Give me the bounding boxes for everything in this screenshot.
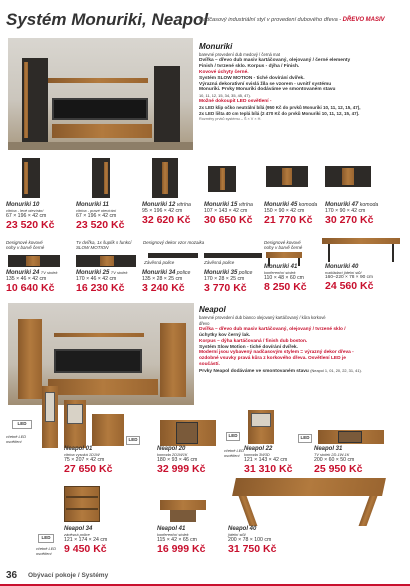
info-line: Moderní jsou vybavený nadčasovým stylem = výrazný dekor dřeva -: [199, 350, 354, 356]
led-badge: LED: [298, 434, 312, 443]
led-note: včetně LED osvětlení: [36, 546, 57, 557]
glass-door: [45, 392, 55, 422]
info-line: Dvířka – dřevo dub masiv kartáčovaný, olejovaný / černé elementy: [199, 57, 351, 63]
led-badge: LED: [226, 432, 240, 441]
price: 30 270 Kč: [325, 214, 374, 226]
info-line: Možné dokoupit LED osvětlení -: [199, 99, 272, 105]
price: 16 230 Kč: [76, 282, 125, 294]
info-line: Finish / tvrzené sklo. Korpus - dýha / Finish.: [199, 63, 300, 69]
wood-panel: [220, 168, 225, 190]
monuriki-description: [199, 42, 404, 123]
monuriki-40-image: [322, 238, 400, 244]
product-neapol-41[interactable]: Neapol 41 konferenční stolek 115 × 42 × 65 cm 16 999 Kč: [157, 526, 206, 556]
table-leg: [328, 244, 330, 262]
caption-mosaic: Designový dekor vzor mozaika: [143, 240, 205, 245]
product-monuriki-35[interactable]: Monuriki 35 police 170 × 28 × 25 cm 3 770 Kč: [204, 270, 253, 294]
neapol-heading: Neapol: [199, 305, 226, 314]
info-line: 2x LED klip očko neutrální bílá (950 Kč do prvků Monuriki 10, 11, 12, 15, 47),: [199, 105, 361, 111]
info-line: Prvky Neapol dodáváme ve smontovaném stavu (Neapol 1, 01, 20, 22, 31, 41).: [199, 368, 362, 375]
shelf-line: [66, 496, 98, 498]
glass-door: [67, 404, 83, 424]
info-line: barevné provedení dub bianco olejovaný kartáčovaný / kůra korkové: [199, 315, 326, 320]
wood-panel: [342, 168, 354, 185]
info-line: Rozměry prvků systému – Š × V × H.: [199, 116, 262, 121]
product-neapol-01[interactable]: Neapol 01 vitrína vysoká 1D1W 75 × 207 × 42 cm 27 650 Kč: [64, 446, 113, 476]
product-neapol-40[interactable]: Neapol 40 jídelní stůl 200 × 78 × 100 cm 31 750 Kč: [228, 526, 277, 556]
caption-metal-legs: Designové kovové nohy v barvě černé: [6, 240, 45, 251]
page-title: Systém Monuriki, Neapol: [6, 10, 209, 29]
info-line: Korpus – dýha kartáčovaná / finish dub boston.: [199, 338, 308, 344]
monuriki-heading: Monuriki: [199, 42, 233, 51]
product-monuriki-45[interactable]: Monuriki 45 komoda 150 × 90 × 42 cm 21 770 Kč: [264, 202, 318, 226]
monuriki-35-image: [204, 253, 262, 258]
info-line: Monuriki. Prvky Monuriki dodáváme ve smontovaném stavu: [199, 87, 336, 93]
wood-panel: [100, 256, 114, 266]
product-neapol-20[interactable]: Neapol 20 komoda 2D1W1K 180 × 93 × 46 cm 32 999 Kč: [157, 446, 206, 476]
info-line: Systém Slow Motion - tiché dovírání dvířek.: [199, 344, 298, 350]
info-line: dřevo: [199, 320, 210, 326]
page-subtitle: Nadčasový industriální styl v provedení dubového dřeva - DŘEVO MASIV: [199, 17, 385, 23]
price: 24 560 Kč: [325, 280, 374, 293]
info-line: Kovové úchyty černé.: [199, 69, 249, 75]
price: 32 999 Kč: [157, 463, 206, 476]
price: 31 310 Kč: [244, 463, 293, 476]
page-number: 36: [6, 570, 18, 581]
monuriki-41-image: [266, 252, 302, 258]
product-monuriki-40[interactable]: Monuriki 40 rozkládací jídelní stůl 160–220 × 78 × 90 cm 24 560 Kč: [325, 264, 374, 293]
glass-door: [251, 413, 271, 427]
wood-panel: [104, 162, 108, 194]
price: 23 520 Kč: [6, 219, 55, 232]
neapol-01-image-c: [92, 414, 124, 446]
table-leg: [239, 496, 258, 526]
cork-panel: [176, 422, 198, 444]
product-monuriki-47[interactable]: Monuriki 47 komoda 170 × 90 × 42 cm 30 270 Kč: [325, 202, 379, 226]
product-neapol-31[interactable]: Neapol 31 TV stolek 2D-1W-1K 200 × 60 × 50 cm 25 950 Kč: [314, 446, 363, 476]
product-monuriki-34[interactable]: Monuriki 34 police 135 × 28 × 25 cm 3 240 Kč: [142, 270, 191, 294]
table-leg: [392, 244, 394, 262]
price: 27 650 Kč: [64, 463, 113, 476]
caption-metal-legs-2: Designové kovové nohy v barvě černé: [264, 240, 303, 251]
info-line: Výrazná dekorativní svislá žíla se vzorem - uvnitř systému: [199, 81, 332, 87]
led-badge: LED: [38, 534, 54, 543]
neapol-room-photo: [8, 303, 194, 405]
product-monuriki-15[interactable]: Monuriki 15 vitrína 107 × 143 × 42 cm 30 650 Kč: [204, 202, 253, 226]
cork-panel: [170, 510, 196, 522]
info-line: úchytky kov černý lak.: [199, 332, 251, 338]
neapol-41-image: [160, 500, 206, 510]
product-monuriki-25[interactable]: Monuriki 25 TV stolek 170 × 46 × 42 cm 16 230 Kč: [76, 270, 128, 294]
price: 3 240 Kč: [142, 282, 185, 294]
section-label: Obývací pokoje / Systémy: [28, 572, 109, 579]
price: 10 640 Kč: [6, 282, 55, 294]
neapol-description: [199, 305, 404, 375]
caption-shelf-1: Závěsná police: [144, 260, 175, 265]
product-monuriki-24[interactable]: Monuriki 24 TV stolek 135 × 46 × 42 cm 10 640 Kč: [6, 270, 58, 294]
product-neapol-22[interactable]: Neapol 22 komoda 3W3D 121 × 143 × 42 cm 31 310 Kč: [244, 446, 293, 476]
product-monuriki-41[interactable]: Monuriki 41 konferenční stolek 110 × 48 × 60 cm 8 250 Kč: [264, 264, 307, 294]
price: 9 450 Kč: [64, 543, 107, 556]
led-note: včetně LED osvětlení: [6, 434, 27, 445]
caption-tv-doors: Tv dvířka, 1x šuplík s funkcí SLOW MOTION: [76, 240, 132, 251]
price: 31 750 Kč: [228, 543, 277, 556]
price: 30 650 Kč: [204, 214, 253, 226]
led-badge: LED: [126, 436, 140, 445]
neapol-34-image: [64, 486, 100, 522]
led-note: včetně LED osvětlení: [224, 448, 245, 459]
price: 8 250 Kč: [264, 281, 307, 294]
wood-panel: [24, 162, 28, 194]
product-monuriki-11[interactable]: Monuriki 11 vitrína - pravé otevírání 67 × 196 × 42 cm 23 520 Kč: [76, 202, 125, 232]
table-leg: [359, 496, 378, 526]
cork-panel: [338, 431, 362, 443]
wood-panel: [282, 168, 292, 185]
monuriki-34-image: [148, 253, 198, 258]
led-badge: LED: [12, 420, 32, 429]
info-line: Dvířka – dřevo dub masiv kartáčovaný, olejovaný / tvrzené sklo /: [199, 326, 346, 332]
monuriki-room-photo: [8, 38, 193, 150]
product-monuriki-10[interactable]: Monuriki 10 vitrína - levé otevírání 67 × 196 × 42 cm 23 520 Kč: [6, 202, 55, 232]
price: 16 999 Kč: [157, 543, 206, 556]
price: 3 770 Kč: [204, 282, 247, 294]
neapol-40-image: [232, 478, 386, 496]
info-line: 10, 11, 12, 15, 34, 35, 45, 47).: [199, 93, 251, 99]
info-line: Systém SLOW MOTION - tiché dovírání dvířek.: [199, 75, 305, 81]
price: 32 620 Kč: [142, 214, 191, 226]
price: 25 950 Kč: [314, 463, 363, 476]
product-neapol-34[interactable]: Neapol 34 závěsná police 121 × 174 × 24 cm 9 450 Kč: [64, 526, 108, 556]
info-line: součástí.: [199, 362, 220, 368]
price: 23 520 Kč: [76, 219, 125, 232]
wood-panel: [162, 162, 168, 194]
info-line: ozdobné vsuvky pravá kůra z korkového dřeva. Osvětlení LED je: [199, 356, 346, 362]
shelf-line: [66, 508, 98, 510]
price: 21 770 Kč: [264, 214, 313, 226]
info-line: barevné provedení dub medový / černá mat: [199, 52, 281, 57]
wood-panel: [26, 256, 40, 266]
product-monuriki-12[interactable]: Monuriki 12 vitrína 95 × 196 × 42 cm 32 620 Kč: [142, 202, 191, 226]
caption-shelf-2: Závěsná police: [204, 260, 235, 265]
info-line: 2x LED lišta 40 cm teplá bílá (2 470 Kč do prvků Monuriki 10, 11, 12, 15, 47).: [199, 111, 360, 117]
